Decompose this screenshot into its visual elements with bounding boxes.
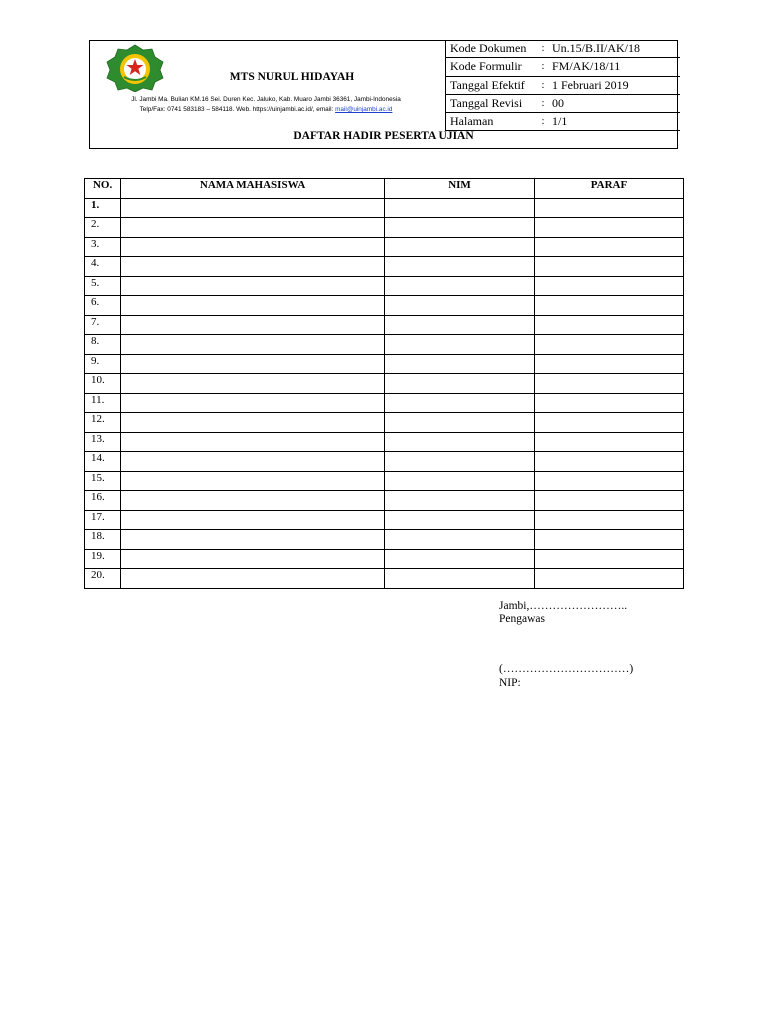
nama-cell[interactable] xyxy=(121,530,385,550)
nama-cell[interactable] xyxy=(121,296,385,316)
row-number: 18. xyxy=(85,530,121,550)
nim-cell[interactable] xyxy=(385,432,535,452)
nama-cell[interactable] xyxy=(121,374,385,394)
row-number: 2. xyxy=(85,218,121,238)
nama-cell[interactable] xyxy=(121,491,385,511)
table-row xyxy=(85,569,684,589)
paraf-cell[interactable] xyxy=(535,296,684,316)
nama-cell[interactable] xyxy=(121,471,385,491)
header-nama: NAMA MAHASISWA xyxy=(121,179,385,199)
row-number: 7. xyxy=(85,315,121,335)
contact-text: Telp/Fax: 0741 583183 – 584118. Web. https://uinjambi.ac.id/, email: xyxy=(139,106,336,113)
row-number: 11. xyxy=(85,393,121,413)
table-row xyxy=(85,471,684,491)
nama-cell[interactable] xyxy=(121,237,385,257)
paraf-cell[interactable] xyxy=(535,276,684,296)
row-number: 19. xyxy=(85,549,121,569)
table-row xyxy=(85,296,684,316)
document-header xyxy=(89,40,678,149)
row-number: 9. xyxy=(85,354,121,374)
paraf-cell[interactable] xyxy=(535,354,684,374)
paraf-cell[interactable] xyxy=(535,569,684,589)
nim-cell[interactable] xyxy=(385,374,535,394)
meta-label: Tanggal Efektif xyxy=(446,76,539,94)
table-row xyxy=(85,198,684,218)
nim-cell[interactable] xyxy=(385,237,535,257)
table-row xyxy=(85,549,684,569)
nim-cell[interactable] xyxy=(385,198,535,218)
meta-row xyxy=(446,113,681,131)
nim-cell[interactable] xyxy=(385,491,535,511)
table-row xyxy=(85,452,684,472)
nama-cell[interactable] xyxy=(121,413,385,433)
meta-value: 00 xyxy=(548,94,680,112)
meta-separator: : xyxy=(538,58,548,76)
row-number: 17. xyxy=(85,510,121,530)
school-logo-icon xyxy=(102,44,168,92)
nama-cell[interactable] xyxy=(121,335,385,355)
nim-cell[interactable] xyxy=(385,335,535,355)
nama-cell[interactable] xyxy=(121,510,385,530)
paraf-cell[interactable] xyxy=(535,237,684,257)
nim-cell[interactable] xyxy=(385,549,535,569)
table-row xyxy=(85,393,684,413)
paraf-cell[interactable] xyxy=(535,257,684,277)
meta-value: 1 Februari 2019 xyxy=(548,76,680,94)
row-number: 14. xyxy=(85,452,121,472)
meta-row xyxy=(446,58,681,76)
nama-cell[interactable] xyxy=(121,393,385,413)
meta-separator: : xyxy=(538,40,548,58)
nama-cell[interactable] xyxy=(121,452,385,472)
nim-cell[interactable] xyxy=(385,218,535,238)
nama-cell[interactable] xyxy=(121,276,385,296)
table-row xyxy=(85,315,684,335)
table-row xyxy=(85,276,684,296)
attendance-table xyxy=(84,178,684,589)
meta-label: Kode Formulir xyxy=(446,58,539,76)
document-title: DAFTAR HADIR PESERTA UJIAN xyxy=(293,130,474,142)
meta-label: Halaman xyxy=(446,113,539,131)
paraf-cell[interactable] xyxy=(535,549,684,569)
table-row xyxy=(85,374,684,394)
meta-separator: : xyxy=(538,76,548,94)
meta-separator: : xyxy=(538,94,548,112)
nama-cell[interactable] xyxy=(121,218,385,238)
paraf-cell[interactable] xyxy=(535,198,684,218)
nama-cell[interactable] xyxy=(121,354,385,374)
nim-cell[interactable] xyxy=(385,452,535,472)
table-row xyxy=(85,335,684,355)
nim-cell[interactable] xyxy=(385,296,535,316)
nim-cell[interactable] xyxy=(385,510,535,530)
paraf-cell[interactable] xyxy=(535,432,684,452)
email-link[interactable]: mail@uinjambi.ac.id xyxy=(335,106,393,113)
table-row xyxy=(85,354,684,374)
row-number: 5. xyxy=(85,276,121,296)
nim-cell[interactable] xyxy=(385,354,535,374)
meta-row xyxy=(446,40,681,58)
table-header-row xyxy=(85,179,684,199)
meta-value: Un.15/B.II/AK/18 xyxy=(548,40,680,58)
meta-value: 1/1 xyxy=(548,113,680,131)
nim-cell[interactable] xyxy=(385,276,535,296)
row-number: 1. xyxy=(85,198,121,218)
nim-cell[interactable] xyxy=(385,530,535,550)
meta-label: Kode Dokumen xyxy=(446,40,539,58)
row-number: 4. xyxy=(85,257,121,277)
table-row xyxy=(85,530,684,550)
row-number: 16. xyxy=(85,491,121,511)
paraf-cell[interactable] xyxy=(535,374,684,394)
address-line: Jl. Jambi Ma. Bulian KM.16 Sei. Duren Kec. Jaluko, Kab. Muaro Jambi 36361, Jambi-Indonesia xyxy=(131,96,401,103)
school-name: MTS NURUL HIDAYAH xyxy=(229,71,355,83)
nama-cell[interactable] xyxy=(121,549,385,569)
row-number: 10. xyxy=(85,374,121,394)
nama-cell[interactable] xyxy=(121,569,385,589)
table-row xyxy=(85,432,684,452)
paraf-cell[interactable] xyxy=(535,315,684,335)
nim-cell[interactable] xyxy=(385,569,535,589)
signature-role: Pengawas xyxy=(499,613,545,625)
table-row xyxy=(85,491,684,511)
paraf-cell[interactable] xyxy=(535,452,684,472)
nim-cell[interactable] xyxy=(385,315,535,335)
signature-nip: NIP: xyxy=(499,677,521,689)
meta-label: Tanggal Revisi xyxy=(446,94,539,112)
contact-line xyxy=(90,106,442,113)
table-row xyxy=(85,218,684,238)
meta-value: FM/AK/18/11 xyxy=(548,58,680,76)
row-number: 6. xyxy=(85,296,121,316)
nim-cell[interactable] xyxy=(385,413,535,433)
header-nim: NIM xyxy=(385,179,535,199)
meta-row xyxy=(446,76,681,94)
nim-cell[interactable] xyxy=(385,471,535,491)
row-number: 15. xyxy=(85,471,121,491)
signature-place-date: Jambi,…………………….. xyxy=(499,600,628,612)
nama-cell[interactable] xyxy=(121,315,385,335)
nama-cell[interactable] xyxy=(121,432,385,452)
row-number: 12. xyxy=(85,413,121,433)
paraf-cell[interactable] xyxy=(535,413,684,433)
table-row xyxy=(85,413,684,433)
nama-cell[interactable] xyxy=(121,257,385,277)
paraf-cell[interactable] xyxy=(535,530,684,550)
document-meta-table xyxy=(445,40,680,131)
paraf-cell[interactable] xyxy=(535,335,684,355)
row-number: 13. xyxy=(85,432,121,452)
paraf-cell[interactable] xyxy=(535,491,684,511)
paraf-cell[interactable] xyxy=(535,510,684,530)
signature-name-line: (……………………………) xyxy=(499,663,634,675)
row-number: 20. xyxy=(85,569,121,589)
meta-row xyxy=(446,94,681,112)
nim-cell[interactable] xyxy=(385,393,535,413)
nama-cell[interactable] xyxy=(121,198,385,218)
table-row xyxy=(85,237,684,257)
paraf-cell[interactable] xyxy=(535,218,684,238)
paraf-cell[interactable] xyxy=(535,471,684,491)
row-number: 8. xyxy=(85,335,121,355)
meta-separator: : xyxy=(538,113,548,131)
header-paraf: PARAF xyxy=(535,179,684,199)
header-no: NO. xyxy=(85,179,121,199)
row-number: 3. xyxy=(85,237,121,257)
paraf-cell[interactable] xyxy=(535,393,684,413)
attendance-body xyxy=(85,198,684,588)
table-row xyxy=(85,257,684,277)
table-row xyxy=(85,510,684,530)
nim-cell[interactable] xyxy=(385,257,535,277)
